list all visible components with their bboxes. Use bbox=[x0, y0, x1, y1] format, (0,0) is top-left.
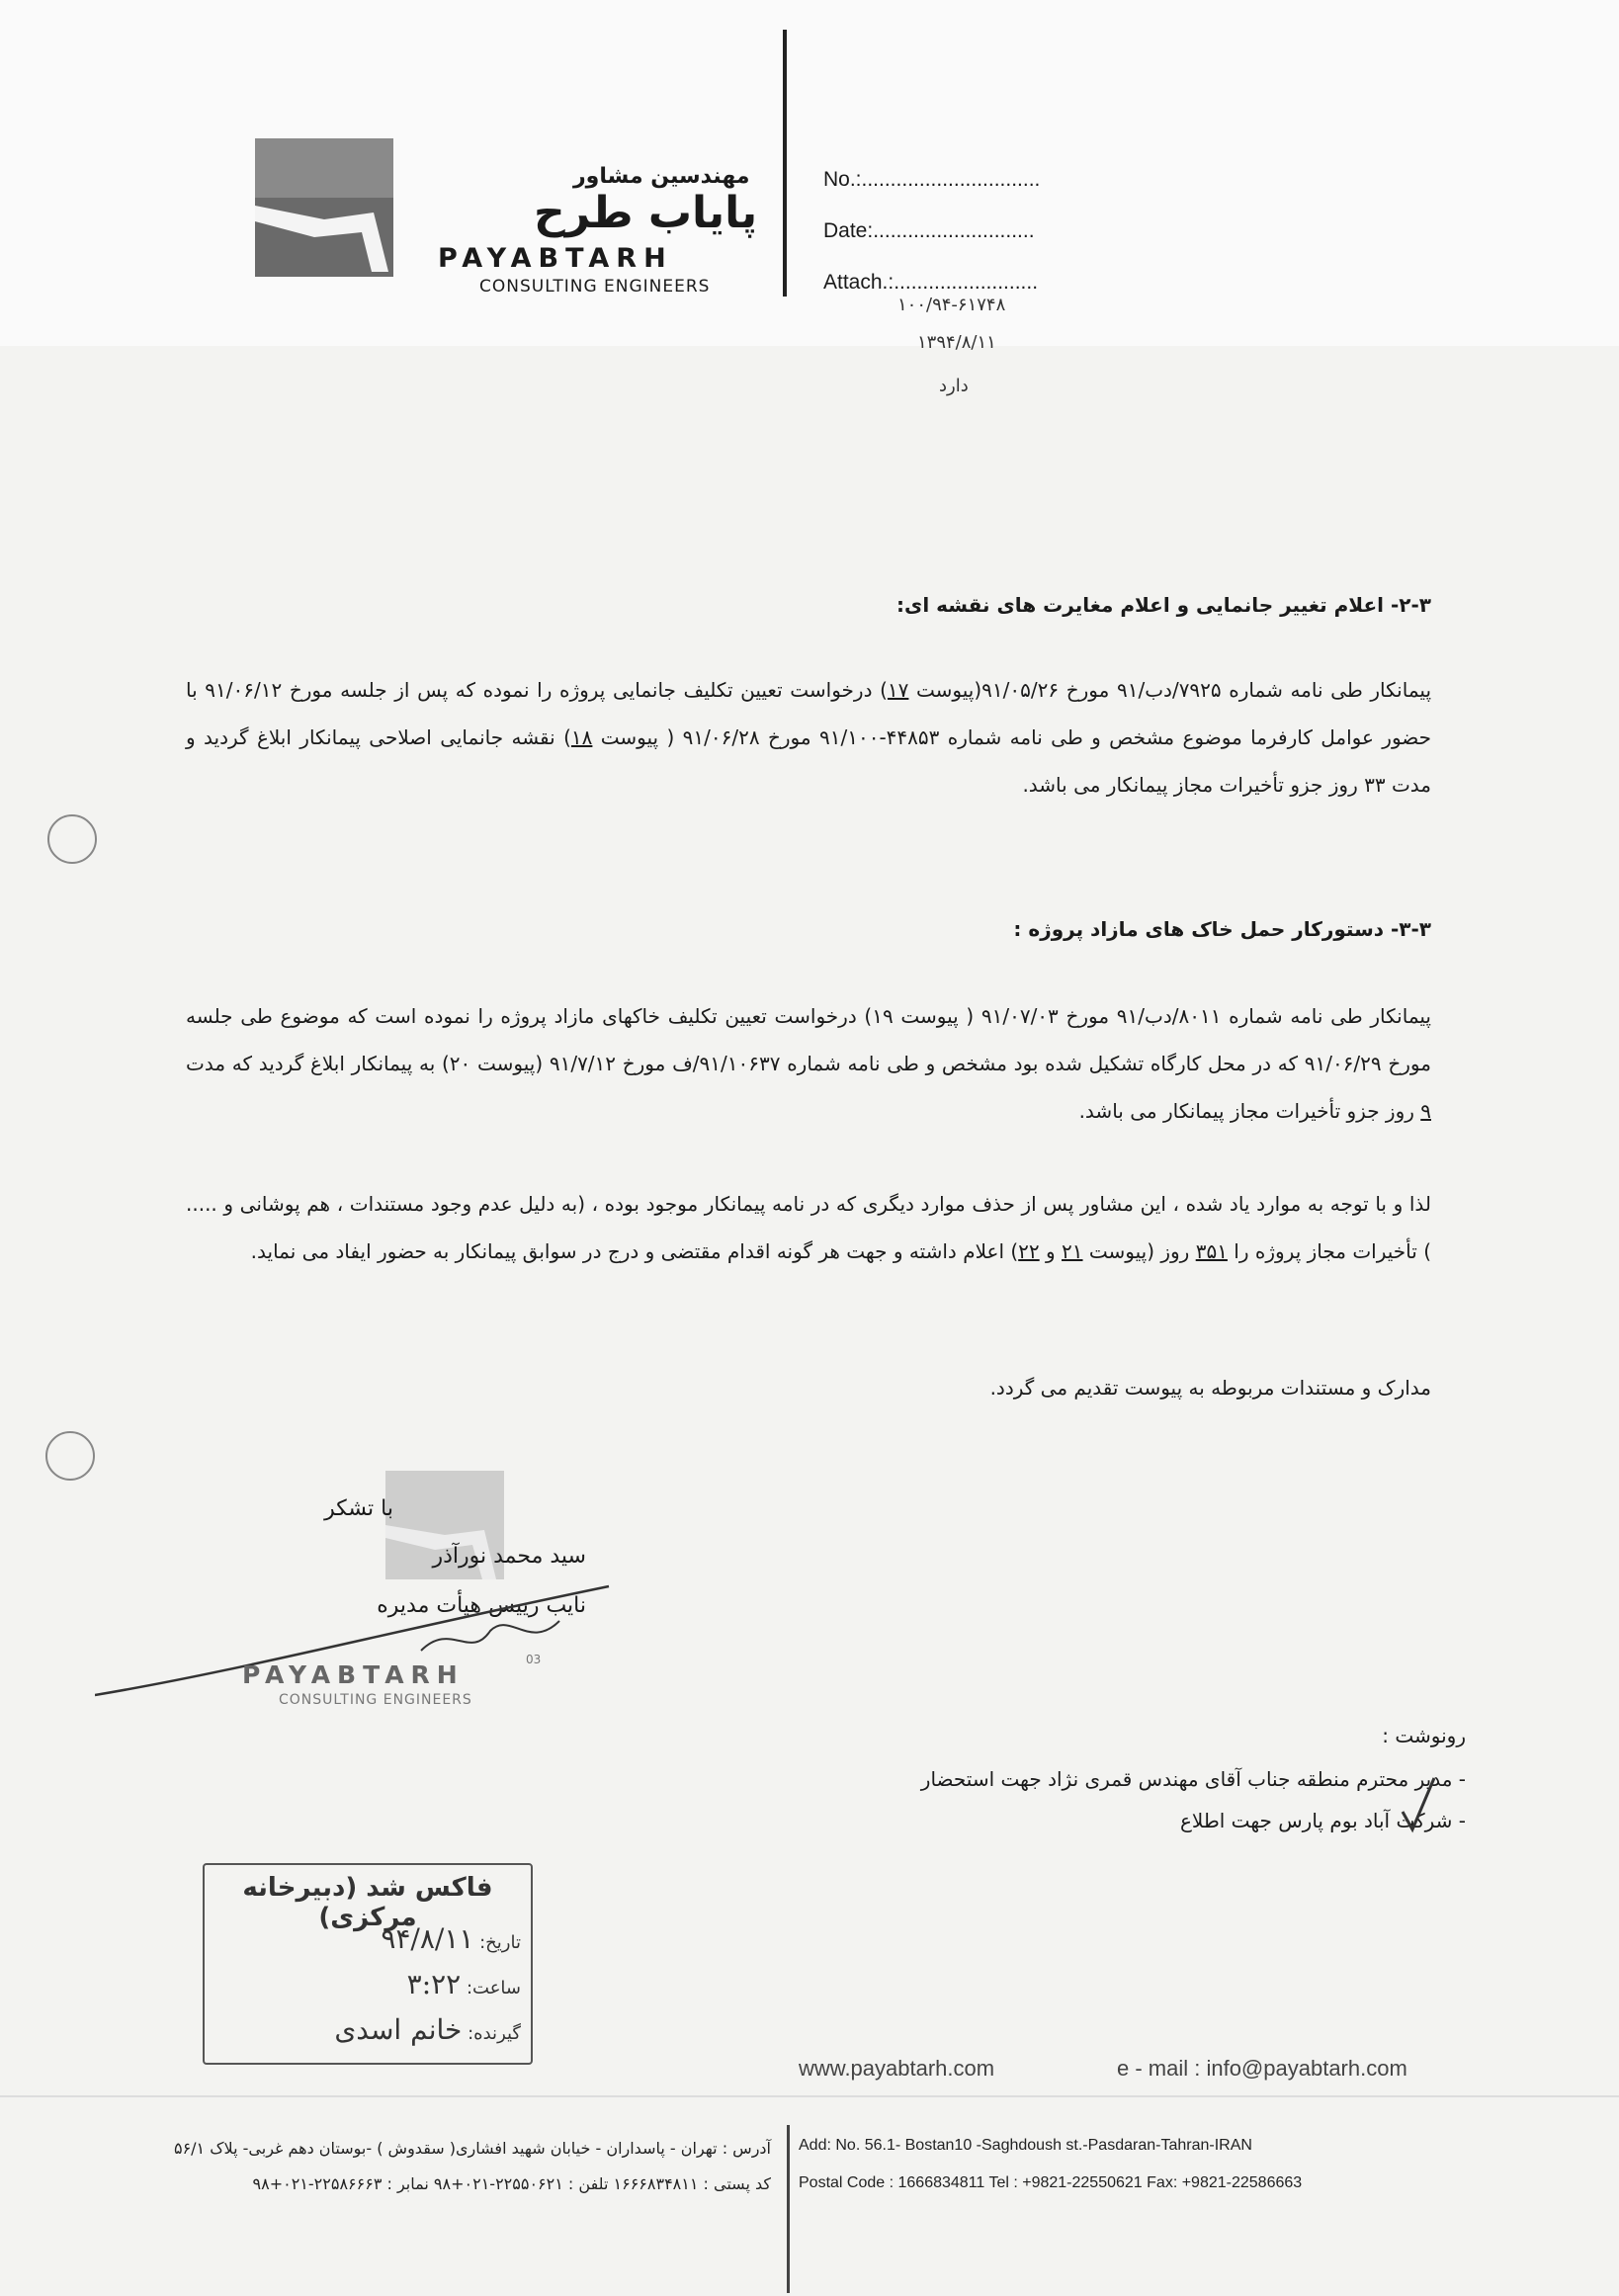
fax-stamp bbox=[203, 1863, 533, 2065]
firm-name-fa-small: مهندسین مشاور bbox=[573, 164, 750, 189]
fax-date-row bbox=[381, 1922, 521, 1955]
footer-vertical-rule bbox=[787, 2125, 790, 2293]
fax-date-label: تاریخ: bbox=[479, 1932, 521, 1953]
address-en: Add: No. 56.1- Bostan10 -Saghdoush st.-Pasdaran-Tahran-IRAN bbox=[799, 2137, 1252, 2154]
postal-fa: کد پستی : ۱۶۶۶۸۳۴۸۱۱ تلفن : ۲۲۵۵۰۶۲۱-۰۲۱+۹۸ نمابر : ۲۲۵۸۶۶۶۳-۰۲۱+۹۸ bbox=[252, 2174, 771, 2193]
section-body-3-3: پیمانکار طی نامه شماره ۸۰۱۱/دب/۹۱ مورخ ۹۱/۰۷/۰۳ ( پیوست ۱۹) درخواست تعیین تکلیف خاکهای مازاد پروژه را نموده است که موضوع طی جلسه مورخ ۹۱/۰۶/۲۹ که در محل کارگاه تشکیل شده بود مشخص و طی نامه شماره ۹۱/۱۰۶۳۷/ف مورخ ۹۱/۷/۱۲ (پیوست ۲۰) به پیمانکار ابلاغ گردید که مدت ۹ روز جزو تأخیرات مجاز پیمانکار می باشد. bbox=[186, 1004, 1431, 1123]
attachment-ref: ۱۸ bbox=[570, 725, 593, 749]
website: www.payabtarh.com bbox=[799, 2056, 995, 2081]
fax-receiver-row bbox=[334, 2013, 521, 2046]
section-body-2-3: پیمانکار طی نامه شماره ۷۹۲۵/دب/۹۱ مورخ ۹۱/۰۵/۲۶(پیوست ۱۷) درخواست تعیین تکلیف جانمایی پروژه را نموده که پس از جلسه مورخ ۹۱/۰۶/۱۲ با حضور عوامل کارفرما موضوع مشخص و طی نامه شماره ۴۴۸۵۳-۹۱/۱۰۰ مورخ ۹۱/۰۶/۲۸ ( پیوست ۱۸) نقشه جانمایی اصلاحی پیمانکار ابلاغ گردید و مدت ۳۳ روز جزو تأخیرات مجاز پیمانکار می باشد. bbox=[186, 678, 1432, 797]
checkmark-icon bbox=[1399, 1774, 1438, 1833]
conclusion-paragraph: لذا و با توجه به موارد یاد شده ، این مشاور پس از حذف موارد دیگری که در نامه پیمانکار موجود بوده ، (به دلیل عدم وجود مستندات ، هم پوشانی و ..... ) تأخیرات مجاز پروژه را ۳۵۱ روز (پیوست ۲۱ و ۲۲) اعلام داشته و جهت هر گونه اقدام مقتضی و درج در سوابق پیمانکار به حضور ایفاد می نماید. bbox=[186, 1192, 1431, 1263]
attachment-value: دارد bbox=[939, 376, 969, 396]
cc-label: رونوشت : bbox=[1382, 1724, 1466, 1747]
fax-receiver-value: خانم اسدی bbox=[334, 2013, 463, 2046]
fax-date-value: ۹۴/۸/۱۱ bbox=[381, 1922, 474, 1955]
attachment-ref: ۲۲ bbox=[1018, 1239, 1040, 1263]
postal-en: Postal Code : 1666834811 Tel : +9821-22550621 Fax: +9821-22586663 bbox=[799, 2174, 1303, 2191]
signatory-name: سید محمد نورآذر bbox=[432, 1544, 586, 1569]
header-divider bbox=[783, 30, 787, 297]
date-label: Date:............................ bbox=[823, 219, 1035, 242]
logo-mark-icon bbox=[255, 138, 393, 277]
email: e - mail : info@payabtarh.com bbox=[1117, 2056, 1407, 2081]
fax-receiver-label: گیرنده: bbox=[468, 2023, 521, 2044]
section-heading-2-3: ۲-۳- اعلام تغییر جانمایی و اعلام مغایرت های نقشه ای: bbox=[895, 593, 1431, 617]
attach-label: Attach.:......................... bbox=[823, 271, 1039, 294]
stamp-number: 03 bbox=[526, 1653, 542, 1666]
fax-time-label: ساعت: bbox=[466, 1978, 521, 1998]
margin-circle-mark bbox=[45, 1431, 95, 1481]
letter-number: ۱۰۰/۹۴-۶۱۷۴۸ bbox=[897, 295, 1006, 315]
firm-subtitle-en: CONSULTING ENGINEERS bbox=[479, 277, 711, 297]
attachment-ref: ۲۱ bbox=[1062, 1239, 1083, 1263]
address-fa: آدرس : تهران - پاسداران - خیابان شهید افشاری( سقدوش ) -بوستان دهم غربی- پلاک ۵۶/۱ bbox=[173, 2139, 771, 2158]
attachment-ref: ۱۷ bbox=[887, 678, 909, 702]
fax-time-value: ۳:۲۲ bbox=[406, 1968, 462, 2000]
stamp-firm-sub: CONSULTING ENGINEERS bbox=[279, 1692, 472, 1708]
firm-name-en: PAYABTARH bbox=[438, 243, 673, 274]
signatory-title: نایب رییس هیأت مدیره bbox=[377, 1593, 586, 1618]
attachment-ref: ۹ bbox=[1420, 1099, 1431, 1123]
delay-days: ۳۵۱ bbox=[1195, 1239, 1228, 1263]
margin-circle-mark bbox=[47, 814, 97, 864]
letterhead-band bbox=[0, 0, 1619, 346]
letter-date: ۱۳۹۴/۸/۱۱ bbox=[917, 332, 996, 353]
stamp-firm-en: PAYABTARH bbox=[242, 1660, 465, 1689]
fax-time-row bbox=[407, 1968, 521, 2000]
attachments-note: مدارک و مستندات مربوطه به پیوست تقدیم می گردد. bbox=[989, 1376, 1431, 1400]
footer-divider bbox=[0, 2095, 1619, 2097]
fax-stamp-title: فاکس شد (دبیرخانه مرکزی) bbox=[242, 1873, 493, 1932]
cc-item: - مدیر محترم منطقه جناب آقای مهندس قمری نژاد جهت استحضار bbox=[920, 1767, 1466, 1791]
section-heading-3-3: ۳-۳- دستورکار حمل خاک های مازاد پروژه : bbox=[1013, 917, 1431, 941]
firm-name-fa: پایاب طرح bbox=[534, 188, 758, 238]
signature-thanks: با تشکر bbox=[324, 1496, 393, 1521]
no-label: No.:............................... bbox=[823, 168, 1041, 191]
cc-item: - شرکت آباد بوم پارس جهت اطلاع bbox=[1179, 1809, 1466, 1832]
